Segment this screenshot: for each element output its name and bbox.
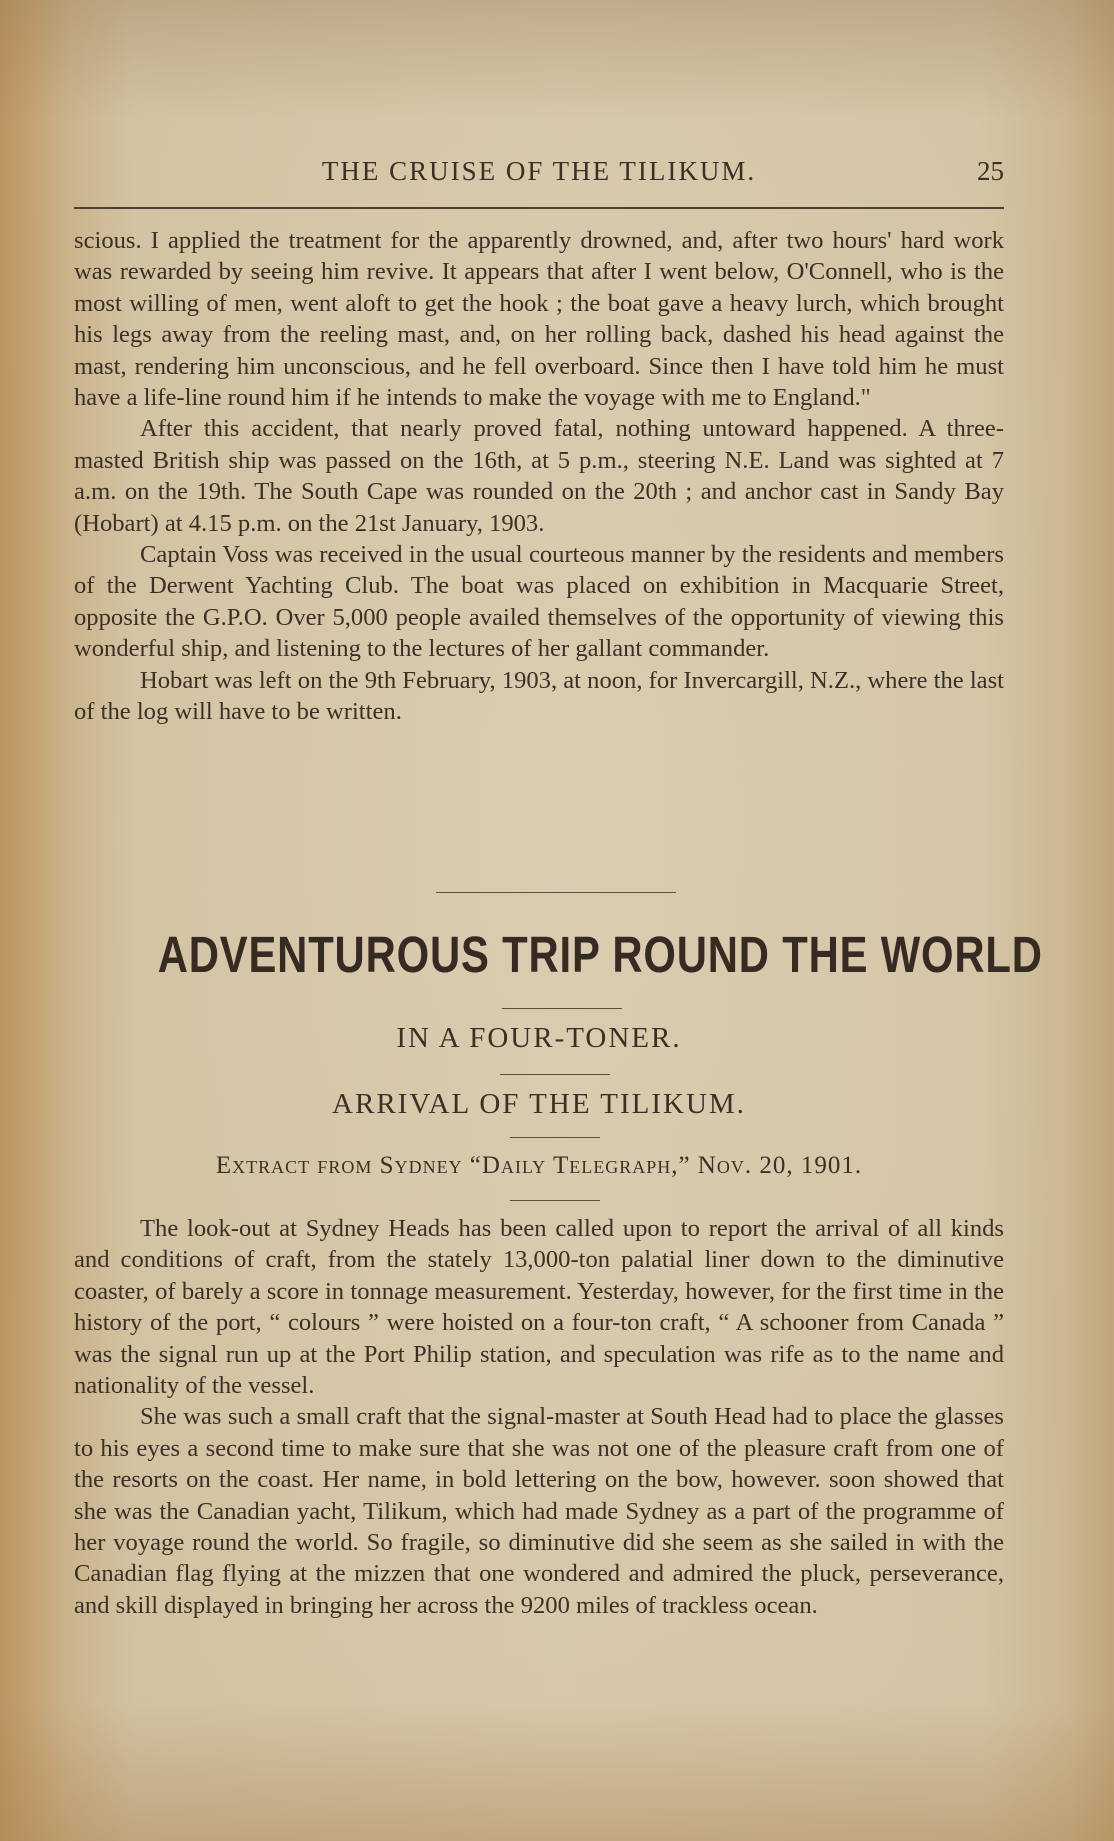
article-heading: ADVENTUROUS TRIP ROUND THE WORLD [157, 926, 1043, 983]
paragraph: Hobart was left on the 9th February, 1903, at noon, for Invercargill, N.Z., where the last of the log will have to be written. [74, 666, 1004, 726]
section-divider [436, 892, 676, 893]
running-title: THE CRUISE OF THE TILIKUM. [321, 156, 757, 186]
paragraph: The look-out at Sydney Heads has been called upon to report the arrival of all kinds and conditions of craft, from the stately 13,000-ton palatial liner down to the diminutive coaster, of barely a score in tonnage measurement. Yesterday, however, for the first time in the history of the port, “ colours ” were hoisted on a four-ton craft, “ A schooner from Canada ” was the signal run up at the Port Philip station, and speculation was rife as to the name and nationality of the vessel. [74, 1215, 1004, 1400]
log-continuation-section [74, 225, 1004, 728]
paragraph: scious. I applied the treatment for the apparently drowned, and, after two hours' hard work was rewarded by seeing him revive. It appears that after I went below, O'Connell, who is the most willing of men, went aloft to get the hook ; the boat gave a heavy lurch, which brought his legs away from the reeling mast, and, on her rolling back, dashed his head against the mast, rendering him unconscious, and he fell overboard. Since then I have told him he must have a life-line round him if he intends to make the voyage with me to England." [74, 227, 1004, 412]
arrival-divider [510, 1137, 600, 1138]
paragraph: She was such a small craft that the signal-master at South Head had to place the glasses to his eyes a second time to make sure that she was not one of the pleasure craft from one of the resorts on the coast. Her name, in bold lettering on the bow, however. soon showed that she was the Canadian yacht, Tilikum, which had made Sydney as a part of the programme of her voyage round the world. So fragile, so diminutive did she seem as she sailed in with the Canadian flag flying at the mizzen that one wondered and admired the pluck, perseverance, and skill displayed in bringing her across the 9200 miles of trackless ocean. [74, 1403, 1004, 1619]
paragraph: After this accident, that nearly proved fatal, nothing untoward happened. A three-masted British ship was passed on the 16th, at 5 p.m., steering N.E. Land was sighted at 7 a.m. on the 19th. The South Cape was rounded on the 20th ; and anchor cast in Sandy Bay (Hobart) at 4.15 p.m. on the 21st January, 1903. [74, 415, 1004, 537]
page-number: 25 [977, 156, 1004, 186]
arrival-heading: ARRIVAL OF THE TILIKUM. [332, 1088, 746, 1120]
paragraph: Captain Voss was received in the usual courteous manner by the residents and members of the Derwent Yachting Club. The boat was placed on exhibition in Macquarie Street, opposite the G.P.O. Over 5,000 people availed themselves of the opportunity of viewing this wonderful ship, and listening to the lectures of her gallant commander. [74, 541, 1004, 663]
extract-divider [510, 1200, 600, 1201]
heading-divider [502, 1008, 622, 1009]
extract-source-line: Extract from Sydney “Daily Telegraph,” Nov. 20, 1901. [215, 1152, 863, 1179]
article-body [74, 1213, 1004, 1621]
header-rule [74, 207, 1004, 209]
running-head [74, 156, 1004, 196]
article-subheading: IN A FOUR-TONER. [396, 1022, 682, 1054]
subheading-divider [500, 1074, 610, 1075]
